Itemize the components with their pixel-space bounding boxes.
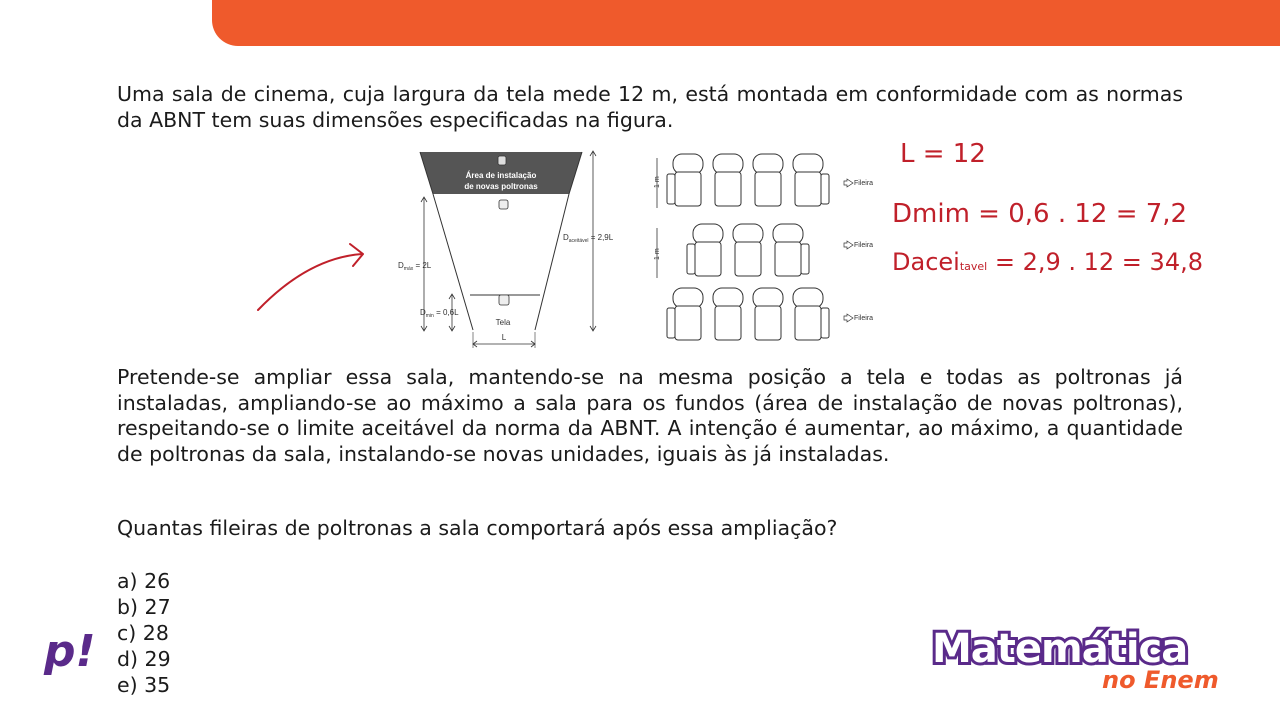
option-a[interactable]: a) 26	[117, 569, 171, 593]
width-label: L	[501, 333, 507, 342]
dmax-label: $D_{máx} = 2L$	[398, 261, 432, 272]
top-accent-bar	[212, 0, 1280, 46]
question-paragraph-1: Uma sala de cinema, cuja largura da tela mede 12 m, está montada em conformidade com as normas da ABNT tem suas dimensões especificadas na figura.	[117, 82, 1183, 132]
annotation-line-2: Dmim = 0,6 . 12 = 7,2	[892, 199, 1188, 229]
area-label-line2: de novas poltronas	[464, 182, 538, 191]
question-prompt: Quantas fileiras de poltronas a sala comportará após essa ampliação?	[117, 516, 838, 540]
handwritten-annotations	[880, 128, 1210, 278]
question-paragraph-2: Pretende-se ampliar essa sala, mantendo-se na mesma posição a tela e todas as poltronas já instaladas, ampliando-se ao máximo a sala para os fundos (área de instalação de novas poltronas), respeitando-se o limite aceitável da norma da ABNT. A intenção é aumentar, ao máximo, a quantidade de poltronas da sala, instalando-se novas unidades, iguais às já instaladas.	[117, 365, 1183, 466]
row-label-2: Fileira	[854, 242, 874, 249]
annotation-line-1: L = 12	[900, 139, 986, 169]
answer-options	[117, 568, 171, 698]
area-label-line1: Área de instalação	[465, 171, 537, 180]
row-spacing-label-1: 1 m	[654, 176, 661, 188]
option-b[interactable]: b) 27	[117, 595, 171, 619]
p-logo-icon	[42, 620, 98, 680]
row-label-1: Fileira	[854, 180, 874, 187]
handwritten-arrow-icon	[250, 232, 375, 317]
row-label-3: Fileira	[854, 315, 874, 322]
seat-row-1	[667, 154, 873, 206]
seat-rows-diagram	[654, 154, 873, 340]
option-d[interactable]: d) 29	[117, 647, 171, 671]
annotation-line-3: Daceitavel = 2,9 . 12 = 34,8	[892, 248, 1203, 276]
screen-label: Tela	[495, 318, 511, 327]
option-e[interactable]: e) 35	[117, 673, 171, 697]
matematica-no-enem-logo	[930, 620, 1250, 700]
seat-row-3	[667, 288, 873, 340]
dacc-label: $D_{aceitável} = 2,9L$	[563, 233, 614, 244]
brand-title: Matemática	[932, 626, 1188, 672]
svg-text:p!: p!	[44, 626, 96, 677]
cinema-room-figure	[395, 148, 890, 354]
seat-row-2	[687, 224, 873, 276]
dmin-label: $D_{min} = 0,6L$	[420, 308, 459, 319]
brand-subtitle: no Enem	[1102, 666, 1219, 694]
option-c[interactable]: c) 28	[117, 621, 169, 645]
row-spacing-label-2: 1 m	[654, 248, 661, 260]
room-plan-diagram	[398, 151, 614, 348]
